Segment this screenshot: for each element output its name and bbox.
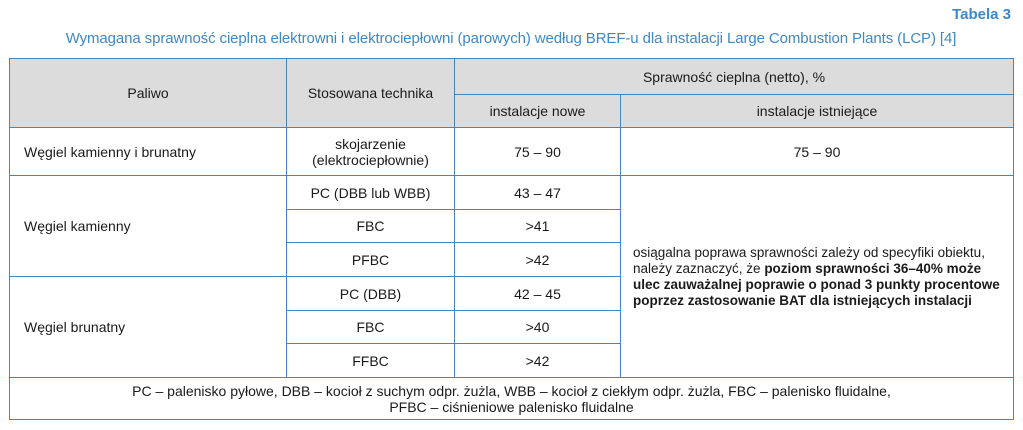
new-value-cell: >41 [455, 210, 621, 243]
technique-cell: PC (DBB lub WBB) [287, 176, 455, 210]
fuel-cell-lignite: Węgiel brunatny [10, 277, 287, 378]
new-value-cell: 75 – 90 [455, 128, 621, 176]
existing-installations-note [621, 176, 1014, 378]
note-text-regular: osiągalna poprawa sprawności zależy od specyfiki obiektu, należy zaznaczyć, że [633, 244, 985, 276]
note-text-bold: poziom sprawności 36–40% może ulec zauważalnej poprawie o ponad 3 punkty procentowe poprzez zastosowanie BAT dla istniejących instalacji [633, 260, 1000, 308]
table-caption: Wymagana sprawność cieplna elektrowni i elektrociepłowni (parowych) według BREF-u dla instalacji Large Combustion Plants (LCP) [4] [65, 30, 957, 47]
technique-cell: PFBC [287, 243, 455, 277]
new-value-cell: >40 [455, 311, 621, 344]
technique-cell: FBC [287, 210, 455, 243]
footnote-line1: PC – palenisko pyłowe, DBB – kocioł z suchym odpr. żużla, WBB – kocioł z ciekłym odpr. żużla, FBC – palenisko fluidalne, [132, 382, 891, 399]
new-value-cell: >42 [455, 344, 621, 378]
technique-cell [287, 128, 455, 176]
fuel-cell: Węgiel kamienny i brunatny [10, 128, 287, 176]
new-value-cell: >42 [455, 243, 621, 277]
technique-line2: (elektrociepłownie) [312, 151, 429, 168]
technique-cell: FBC [287, 311, 455, 344]
fuel-cell-hard-coal: Węgiel kamienny [10, 176, 287, 277]
table-row-cogen [10, 128, 1014, 176]
new-value-cell: 43 – 47 [455, 176, 621, 210]
efficiency-table [9, 58, 1014, 420]
header-efficiency: Sprawność cieplna (netto), % [455, 59, 1014, 95]
technique-cell: PC (DBB) [287, 277, 455, 311]
header-technique: Stosowana technika [287, 59, 455, 128]
footnote-line2: PFBC – ciśnieniowe palenisko fluidalne [389, 398, 634, 415]
technique-line1: skojarzenie [335, 135, 406, 152]
header-new-installations: instalacje nowe [455, 95, 621, 128]
header-existing-installations: instalacje istniejące [621, 95, 1014, 128]
table-number-label: Tabela 3 [952, 6, 1011, 23]
table-footer-row [10, 378, 1014, 420]
new-value-cell: 42 – 45 [455, 277, 621, 311]
table-row [10, 176, 1014, 210]
existing-value-cell: 75 – 90 [621, 128, 1014, 176]
header-fuel: Paliwo [10, 59, 287, 128]
abbreviations-footnote [10, 378, 1014, 420]
technique-cell: FFBC [287, 344, 455, 378]
